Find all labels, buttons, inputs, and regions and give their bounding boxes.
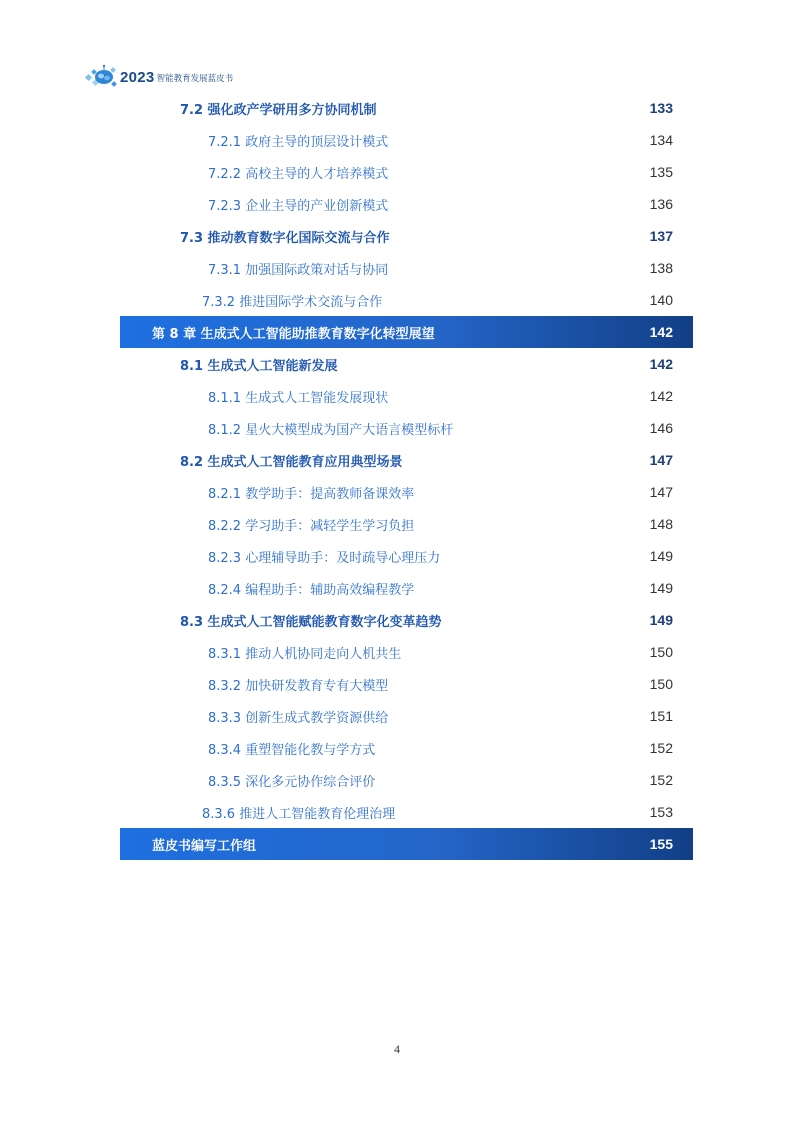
toc-entry-title: 8.3.5 深化多元协作综合评价 bbox=[208, 774, 376, 790]
toc-entry-title: 蓝皮书编写工作组 bbox=[152, 838, 257, 854]
toc-subsection-row[interactable] bbox=[120, 764, 693, 796]
toc-section-row[interactable] bbox=[120, 92, 693, 124]
toc-entry-title: 8.3.1 推动人机协同走向人机共生 bbox=[208, 646, 402, 662]
toc-entry-title: 8.2.3 心理辅导助手：及时疏导心理压力 bbox=[208, 550, 441, 566]
page-number: 4 bbox=[394, 1042, 400, 1056]
toc-entry-title: 8.1.1 生成式人工智能发展现状 bbox=[208, 390, 389, 406]
toc-entry-page: 137 bbox=[649, 228, 673, 244]
toc-entry-title: 8.2.2 学习助手：减轻学生学习负担 bbox=[208, 518, 415, 534]
toc-subsection-row[interactable] bbox=[120, 476, 693, 508]
toc-entry-page: 146 bbox=[649, 420, 673, 436]
toc-subsection-row[interactable] bbox=[120, 156, 693, 188]
toc-subsection-row[interactable] bbox=[120, 508, 693, 540]
toc-entry-page: 149 bbox=[649, 580, 673, 596]
toc-entry-page: 142 bbox=[649, 388, 673, 404]
toc-entry-title: 8.2.4 编程助手：辅助高效编程教学 bbox=[208, 582, 415, 598]
toc-entry-title: 8.3.6 推进人工智能教育伦理治理 bbox=[202, 806, 396, 822]
page-header bbox=[84, 64, 233, 90]
toc-entry-page: 147 bbox=[649, 452, 673, 468]
toc-subsection-row[interactable] bbox=[120, 732, 693, 764]
toc-entry-page: 133 bbox=[649, 100, 673, 116]
toc-chapter-row[interactable] bbox=[120, 828, 693, 860]
toc-entry-page: 136 bbox=[649, 196, 673, 212]
toc-subsection-row[interactable] bbox=[120, 796, 693, 828]
toc-entry-title: 8.1 生成式人工智能新发展 bbox=[180, 358, 338, 374]
toc-section-row[interactable] bbox=[120, 348, 693, 380]
toc-section-row[interactable] bbox=[120, 444, 693, 476]
toc-chapter-row[interactable] bbox=[120, 316, 693, 348]
toc-subsection-row[interactable] bbox=[120, 636, 693, 668]
toc-subsection-row[interactable] bbox=[120, 252, 693, 284]
toc-entry-title: 7.3.2 推进国际学术交流与合作 bbox=[202, 294, 383, 310]
toc-subsection-row[interactable] bbox=[120, 540, 693, 572]
toc-entry-page: 148 bbox=[649, 516, 673, 532]
toc-subsection-row[interactable] bbox=[120, 380, 693, 412]
toc-entry-title: 8.3 生成式人工智能赋能教育数字化变革趋势 bbox=[180, 614, 442, 630]
toc-entry-title: 7.2.3 企业主导的产业创新模式 bbox=[208, 198, 389, 214]
toc-entry-page: 149 bbox=[649, 612, 673, 628]
toc-entry-page: 151 bbox=[649, 708, 673, 724]
toc-section-row[interactable] bbox=[120, 220, 693, 252]
toc-subsection-row[interactable] bbox=[120, 668, 693, 700]
toc-entry-title: 8.3.4 重塑智能化教与学方式 bbox=[208, 742, 376, 758]
table-of-contents bbox=[120, 92, 693, 860]
toc-entry-title: 7.3 推动教育数字化国际交流与合作 bbox=[180, 230, 390, 246]
toc-entry-title: 8.1.2 星火大模型成为国产大语言模型标杆 bbox=[208, 422, 454, 438]
toc-entry-title: 8.2 生成式人工智能教育应用典型场景 bbox=[180, 454, 403, 470]
toc-entry-page: 149 bbox=[649, 548, 673, 564]
toc-entry-title: 第 8 章 生成式人工智能助推教育数字化转型展望 bbox=[152, 326, 435, 342]
toc-subsection-row[interactable] bbox=[120, 284, 693, 316]
toc-entry-page: 135 bbox=[649, 164, 673, 180]
toc-entry-page: 142 bbox=[649, 324, 673, 340]
toc-entry-page: 134 bbox=[649, 132, 673, 148]
toc-subsection-row[interactable] bbox=[120, 572, 693, 604]
toc-entry-page: 140 bbox=[649, 292, 673, 308]
toc-subsection-row[interactable] bbox=[120, 188, 693, 220]
toc-entry-title: 7.2 强化政产学研用多方协同机制 bbox=[180, 102, 377, 118]
toc-entry-title: 7.2.2 高校主导的人才培养模式 bbox=[208, 166, 389, 182]
toc-entry-page: 147 bbox=[649, 484, 673, 500]
toc-entry-page: 153 bbox=[649, 804, 673, 820]
toc-subsection-row[interactable] bbox=[120, 124, 693, 156]
toc-entry-title: 8.3.3 创新生成式教学资源供给 bbox=[208, 710, 389, 726]
toc-entry-page: 152 bbox=[649, 740, 673, 756]
toc-entry-title: 8.3.2 加快研发教育专有大模型 bbox=[208, 678, 389, 694]
toc-entry-page: 150 bbox=[649, 676, 673, 692]
toc-subsection-row[interactable] bbox=[120, 700, 693, 732]
brain-logo-icon bbox=[84, 64, 118, 90]
header-year: 2023 bbox=[120, 68, 155, 86]
toc-entry-page: 152 bbox=[649, 772, 673, 788]
toc-entry-title: 7.2.1 政府主导的顶层设计模式 bbox=[208, 134, 389, 150]
toc-entry-page: 142 bbox=[649, 356, 673, 372]
toc-entry-page: 155 bbox=[649, 836, 673, 852]
toc-entry-title: 8.2.1 教学助手：提高教师备课效率 bbox=[208, 486, 415, 502]
toc-subsection-row[interactable] bbox=[120, 412, 693, 444]
header-subtitle: 智能教育发展蓝皮书 bbox=[156, 74, 234, 84]
toc-section-row[interactable] bbox=[120, 604, 693, 636]
toc-entry-page: 150 bbox=[649, 644, 673, 660]
toc-entry-page: 138 bbox=[649, 260, 673, 276]
toc-entry-title: 7.3.1 加强国际政策对话与协同 bbox=[208, 262, 389, 278]
